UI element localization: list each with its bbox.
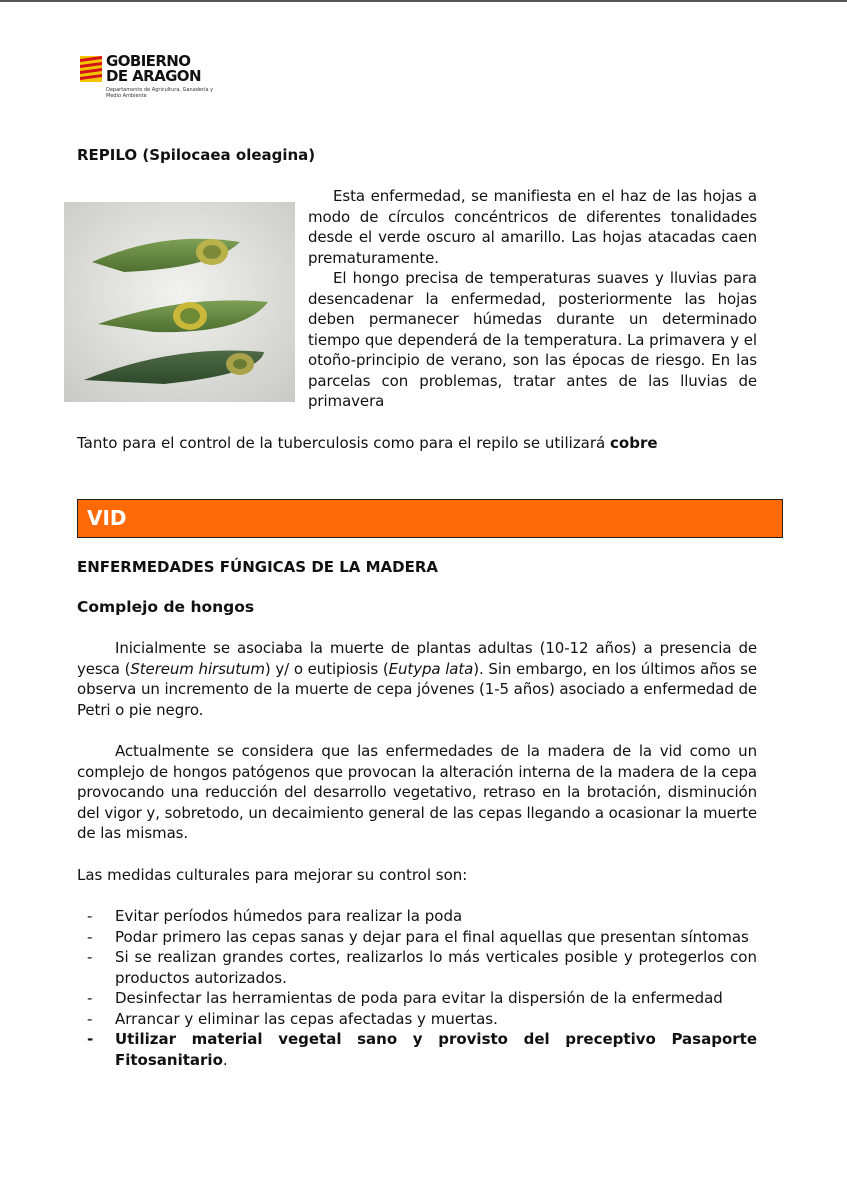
repilo-paragraph-2: El hongo precisa de temperaturas suaves y lluvias para desencadenar la enfermedad, posteriormente las hojas deben permanecer húmedas durante un determinado tiempo que dependerá de la temperatura. La primavera y el otoño-principio de verano, son las épocas de riesgo. En las parcelas con problemas, tratar antes de las lluvias de primavera: [308, 269, 757, 410]
control-sentence: [77, 434, 658, 452]
list-item: [77, 988, 757, 1009]
enfermedades-heading: ENFERMEDADES FÚNGICAS DE LA MADERA: [77, 558, 439, 576]
repilo-heading: REPILO (Spilocaea oleagina): [77, 146, 316, 164]
p1-text-a: Inicialmente se asociaba la muerte de plantas adultas (10-12 años) a presencia de yesca (: [77, 639, 757, 678]
list-item: [77, 927, 757, 948]
list-item-text: Podar primero las cepas sanas y dejar para el final aquellas que presentan síntomas: [115, 927, 749, 946]
p1-italic-eutypa: Eutypa lata: [388, 659, 474, 678]
p1-italic-stereum: Stereum hirsutum: [130, 659, 265, 678]
list-item-text: Arrancar y eliminar las cepas afectadas y muertas.: [115, 1009, 498, 1028]
p1-text-c: ). Sin embargo, en los últimos años se observa un incremento de la muerte de cepa jóvenes (1-5 años) asociado a enfermedad de Petri o pie negro.: [77, 659, 757, 719]
measures-list: [77, 906, 757, 1070]
repilo-paragraph-1: Esta enfermedad, se manifiesta en el haz de las hojas a modo de círculos concéntricos de diferentes tonalidades desde el verde oscuro al amarillo. Las hojas atacadas caen prematuramente.: [308, 187, 757, 267]
vid-section-bar: [77, 499, 783, 538]
list-item-end-period: .: [222, 1050, 228, 1069]
logo-title-line2: DE ARAGON: [106, 67, 201, 85]
list-item: [77, 947, 757, 988]
list-item: [77, 1009, 757, 1030]
vid-section-title: VID: [87, 506, 127, 530]
list-item: [77, 906, 757, 927]
bullet-dash: -: [87, 1009, 93, 1028]
p1-text-b: ) y/ o eutipiosis (: [264, 659, 389, 678]
list-item-bold-text: Utilizar material vegetal sano y provisto del preceptivo Pasaporte Fitosanitario: [115, 1030, 757, 1069]
bullet-dash: -: [87, 1030, 94, 1048]
logo-title-line1: GOBIERNO: [106, 52, 191, 70]
aragon-flag-icon: [80, 56, 102, 82]
inicialmente-paragraph: [77, 638, 757, 720]
list-item: [77, 1029, 757, 1070]
bullet-dash: -: [87, 948, 93, 966]
control-text: Tanto para el control de la tuberculosis como para el repilo se utilizará: [77, 434, 611, 452]
bullet-dash: -: [87, 989, 93, 1007]
logo-department: Departamento de Agricultura, Ganadería y Medio Ambiente: [106, 87, 214, 99]
gobierno-aragon-logo: [80, 52, 220, 106]
top-border-line: [0, 0, 847, 2]
measures-intro: Las medidas culturales para mejorar su control son:: [77, 866, 468, 884]
complejo-subheading: Complejo de hongos: [77, 598, 255, 616]
bullet-dash: -: [87, 927, 93, 946]
olive-leaves-photo: [64, 202, 295, 402]
bullet-dash: -: [87, 907, 93, 925]
list-item-text: Si se realizan grandes cortes, realizarlos lo más verticales posible y protegerlos con productos autorizados.: [115, 948, 757, 987]
actualmente-paragraph: Actualmente se considera que las enfermedades de la madera de la vid como un complejo de hongos patógenos que provocan la alteración interna de la madera de la cepa provocando una reducción del desarrollo vegetativo, retraso en la brotación, disminución del vigor y, sobretodo, un decaimiento general de las cepas llegando a ocasionar la muerte de las mismas.: [77, 742, 757, 842]
list-item-text: Desinfectar las herramientas de poda para evitar la dispersión de la enfermedad: [115, 989, 723, 1007]
control-bold-word: cobre: [610, 434, 658, 452]
list-item-text: Evitar períodos húmedos para realizar la poda: [115, 907, 463, 925]
